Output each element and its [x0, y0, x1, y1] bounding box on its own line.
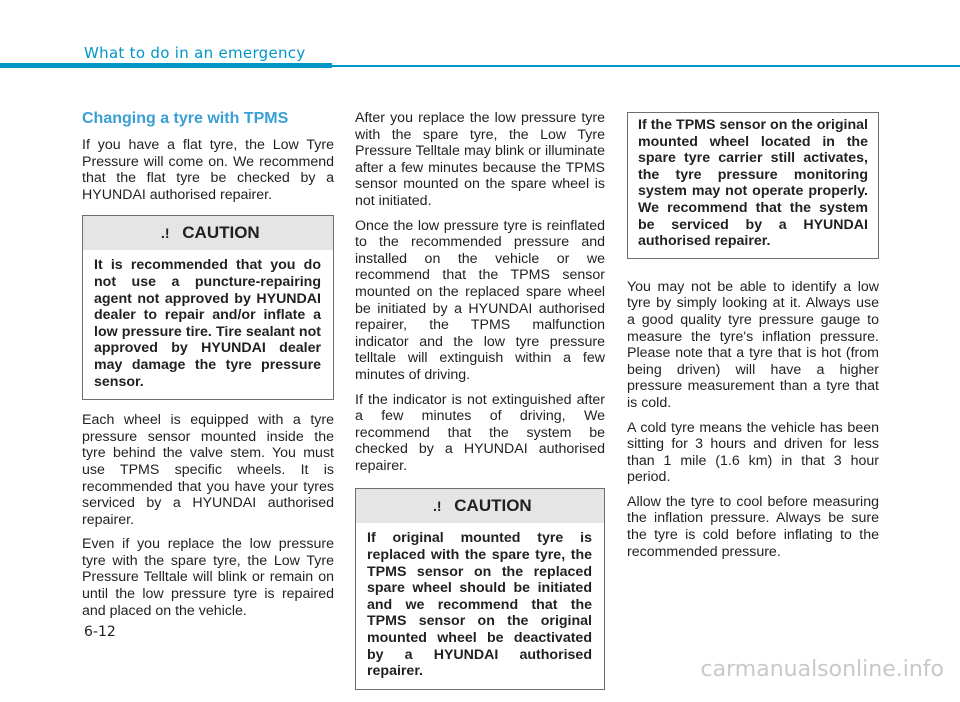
header-rule-thin: [332, 65, 960, 67]
watermark: carmanualsonline.info: [700, 657, 944, 682]
caution-label: CAUTION: [182, 223, 260, 243]
caution-box: [355, 488, 605, 689]
caution-label: CAUTION: [454, 496, 532, 516]
caution-text: It is recommended that you do not use a puncture-repairing agent not approved by HYUNDAI dealer to repair and/or inflate a low pressure tire. Tire sealant not approved by HYUNDAI dealer may damage the tyre pressure sensor.: [94, 257, 321, 390]
caution-box-continued: [627, 112, 879, 259]
paragraph: Allow the tyre to cool before measuring the inflation pressure. Always be sure the tyre is cold before inflating to the recommended pressure.: [627, 493, 879, 560]
paragraph: If the indicator is not extinguished after a few minutes of driving, We recommend that the system be checked by a HYUNDAI authorised repairer.: [355, 391, 605, 474]
paragraph: Once the low pressure tyre is reinflated to the recommended pressure and installed on the vehicle or we recommend that the TPMS sensor mounted on the replaced spare wheel be initiated by a HYUNDAI authorised repairer, the TPMS malfunction indicator and the low tyre pressure telltale will extinguish within a few minutes of driving.: [355, 217, 605, 383]
caution-box: [82, 215, 334, 400]
caution-header: [356, 489, 604, 523]
paragraph: A cold tyre means the vehicle has been sitting for 3 hours and driven for less than 1 mile (1.6 km) in that 3 hour period.: [627, 419, 879, 486]
caution-header: [83, 216, 333, 250]
warning-icon: .!: [160, 225, 170, 242]
column-right: [627, 112, 879, 568]
caution-text: If original mounted tyre is replaced with the spare tyre, the TPMS sensor on the replaced spare wheel should be initiated and we recommend that the TPMS sensor on the original mounted wheel be deactivated by a HYUNDAI authorised repairer.: [367, 530, 592, 680]
caution-text: If the TPMS sensor on the original mounted wheel located in the spare tyre carrier still activates, the tyre pressure monitoring system may not operate properly. We recommend that the system be serviced by a HYUNDAI authorised repairer.: [638, 117, 868, 250]
paragraph: You may not be able to identify a low tyre by simply looking at it. Always use a good quality tyre pressure gauge to measure the tyre's inflation pressure. Please note that a tyre that is hot (from being driven) will have a higher pressure measurement than a tyre that is cold.: [627, 278, 879, 411]
header-rule-thick: [0, 63, 332, 68]
paragraph: After you replace the low pressure tyre with the spare tyre, the Low Tyre Pressure Telltale may blink or illuminate after a few minutes because the TPMS sensor mounted on the spare wheel is not initiated.: [355, 110, 605, 209]
column-left: [82, 110, 334, 627]
paragraph: Even if you replace the low pressure tyre with the spare tyre, the Low Tyre Pressure Telltale will blink or remain on until the low pressure tyre is repaired and placed on the vehicle.: [82, 536, 334, 619]
section-title: Changing a tyre with TPMS: [82, 110, 289, 127]
section-header-title: What to do in an emergency: [84, 44, 306, 62]
column-middle: [355, 110, 605, 702]
paragraph: If you have a flat tyre, the Low Tyre Pressure will come on. We recommend that the flat tyre be checked by a HYUNDAI authorised repairer.: [82, 137, 334, 203]
page-number: 6-12: [84, 624, 116, 640]
warning-icon: .!: [432, 498, 442, 515]
paragraph: Each wheel is equipped with a tyre pressure sensor mounted inside the tyre behind the valve stem. You must use TPMS specific wheels. It is recommended that you have your tyres serviced by a HYUNDAI authorised repairer.: [82, 412, 334, 528]
